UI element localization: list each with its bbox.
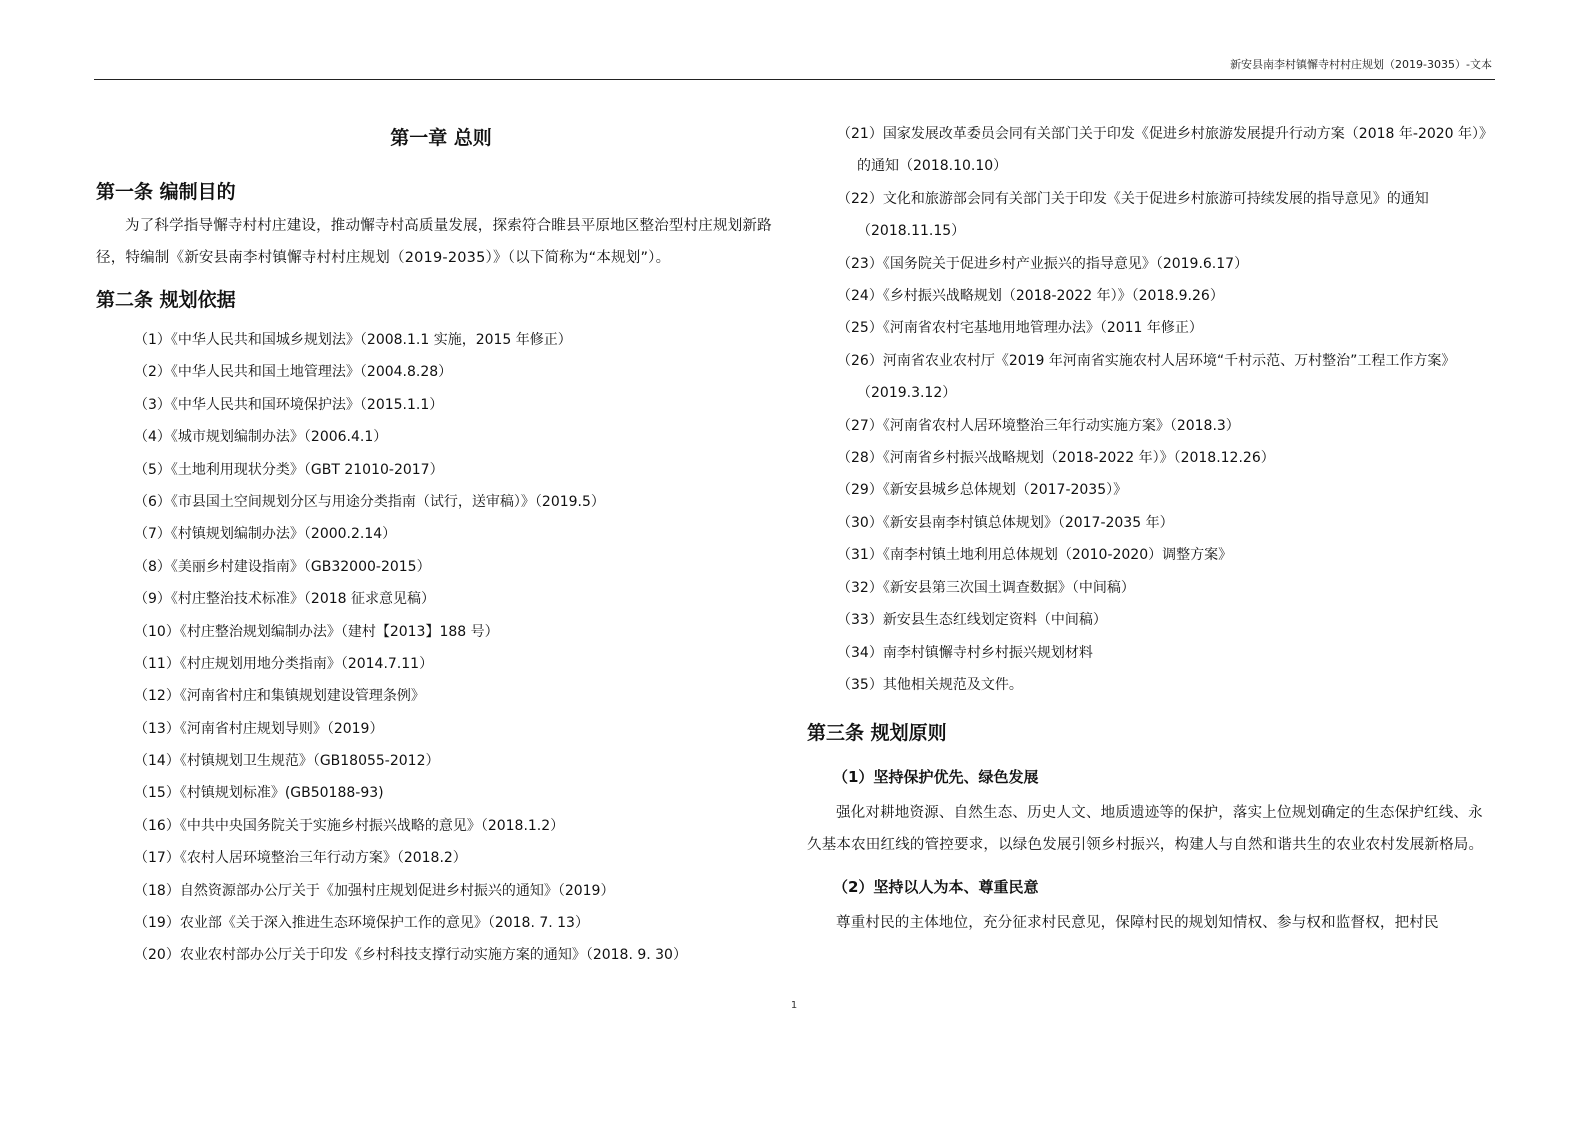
right-column xyxy=(807,118,1497,939)
reference-item: （2）《中华人民共和国土地管理法》（2004.8.28） xyxy=(134,364,453,381)
reference-item: （6）《市县国土空间规划分区与用途分类指南（试行，送审稿）》（2019.5） xyxy=(134,493,605,510)
reference-item: （35）其他相关规范及文件。 xyxy=(837,676,1023,693)
reference-item: （10）《村庄整治规划编制办法》（建村【2013】188 号） xyxy=(134,623,499,640)
left-column xyxy=(96,118,786,972)
reference-item: （4）《城市规划编制办法》（2006.4.1） xyxy=(134,429,388,446)
reference-item: （17）《农村人居环境整治三年行动方案》（2018.2） xyxy=(134,850,467,867)
reference-item: （5）《土地利用现状分类》（GBT 21010-2017） xyxy=(134,461,444,478)
reference-item: （16）《中共中央国务院关于实施乡村振兴战略的意见》（2018.1.2） xyxy=(134,817,565,834)
reference-item: （18）自然资源部办公厅关于《加强村庄规划促进乡村振兴的通知》（2019） xyxy=(134,882,615,899)
chapter-title: 第一章 总则 xyxy=(390,127,492,149)
reference-item: （22）文化和旅游部会同有关部门关于印发《关于促进乡村旅游可持续发展的指导意见》的通知（2018.11.15） xyxy=(837,190,1429,240)
article-1-paragraph: 为了科学指导懈寺村村庄建设，推动懈寺村高质量发展，探索符合睢县平原地区整治型村庄规划新路径，特编制《新安县南李村镇懈寺村村庄规划（2019-2035）》（以下简称为“本规划”）。 xyxy=(96,218,772,266)
reference-item: （23）《国务院关于促进乡村产业振兴的指导意见》（2019.6.17） xyxy=(837,255,1249,272)
article-3-title: 第三条 规划原则 xyxy=(807,722,947,745)
reference-item: （32）《新安县第三次国土调查数据》（中间稿） xyxy=(837,579,1135,596)
reference-item: （7）《村镇规划编制办法》（2000.2.14） xyxy=(134,526,397,543)
reference-item: （34）南李村镇懈寺村乡村振兴规划材料 xyxy=(837,644,1093,661)
document-header-title: 新安县南李村镇懈寺村村庄规划（2019-3035）-文本 xyxy=(1230,58,1492,71)
reference-item: （25）《河南省农村宅基地用地管理办法》（2011 年修正） xyxy=(837,320,1203,337)
reference-item: （30）《新安县南李村镇总体规划》（2017-2035 年） xyxy=(837,514,1174,531)
reference-item: （8）《美丽乡村建设指南》（GB32000-2015） xyxy=(134,558,431,575)
reference-item: （9）《村庄整治技术标准》（2018 征求意见稿） xyxy=(134,591,435,608)
principle-2-text: 尊重村民的主体地位，充分征求村民意见，保障村民的规划知情权、参与权和监督权，把村民 xyxy=(836,915,1439,932)
reference-item: （14）《村镇规划卫生规范》（GB18055-2012） xyxy=(134,753,440,770)
reference-item: （33）新安县生态红线划定资料（中间稿） xyxy=(837,612,1107,629)
reference-item: （15）《村镇规划标准》(GB50188-93) xyxy=(134,785,384,802)
reference-item: （3）《中华人民共和国环境保护法》（2015.1.1） xyxy=(134,396,444,413)
reference-item: （20）农业农村部办公厅关于印发《乡村科技支撑行动实施方案的通知》（2018. 9. 30） xyxy=(134,947,687,964)
reference-item: （12）《河南省村庄和集镇规划建设管理条例》 xyxy=(134,688,425,705)
article-1-title: 第一条 编制目的 xyxy=(96,181,236,203)
reference-item: （31）《南李村镇土地利用总体规划（2010-2020）调整方案》 xyxy=(837,547,1233,564)
reference-item: （27）《河南省农村人居环境整治三年行动实施方案》（2018.3） xyxy=(837,417,1240,434)
page-number: 1 xyxy=(790,1000,798,1011)
reference-item: （21）国家发展改革委员会同有关部门关于印发《促进乡村旅游发展提升行动方案（2018 年-2020 年）》的通知（2018.10.10） xyxy=(837,126,1494,175)
reference-item: （24）《乡村振兴战略规划（2018-2022 年）》（2018.9.26） xyxy=(837,288,1224,305)
reference-list-right xyxy=(807,118,1497,701)
article-2-title: 第二条 规划依据 xyxy=(96,289,236,311)
reference-item: （1）《中华人民共和国城乡规划法》（2008.1.1 实施，2015 年修正） xyxy=(134,332,572,348)
reference-item: （11）《村庄规划用地分类指南》（2014.7.11） xyxy=(134,655,434,672)
principle-2-heading: （2）坚持以人为本、尊重民意 xyxy=(833,878,1039,897)
reference-item: （29）《新安县城乡总体规划（2017-2035）》 xyxy=(837,482,1128,499)
header-divider xyxy=(94,79,1495,80)
reference-item: （19）农业部《关于深入推进生态环境保护工作的意见》（2018. 7. 13） xyxy=(134,915,589,932)
reference-list-left xyxy=(96,324,786,972)
reference-item: （26）河南省农业农村厅《2019 年河南省实施农村人居环境“千村示范、万村整治”工程工作方案》（2019.3.12） xyxy=(837,352,1456,402)
reference-item: （28）《河南省乡村振兴战略规划（2018-2022 年）》（2018.12.26） xyxy=(837,450,1275,467)
principle-1-text: 强化对耕地资源、自然生态、历史人文、地质遗迹等的保护，落实上位规划确定的生态保护红线、永久基本农田红线的管控要求，以绿色发展引领乡村振兴，构建人与自然和谐共生的农业农村发展新格局。 xyxy=(807,805,1484,854)
principle-1-heading: （1）坚持保护优先、绿色发展 xyxy=(833,768,1039,787)
reference-item: （13）《河南省村庄规划导则》（2019） xyxy=(134,720,384,737)
